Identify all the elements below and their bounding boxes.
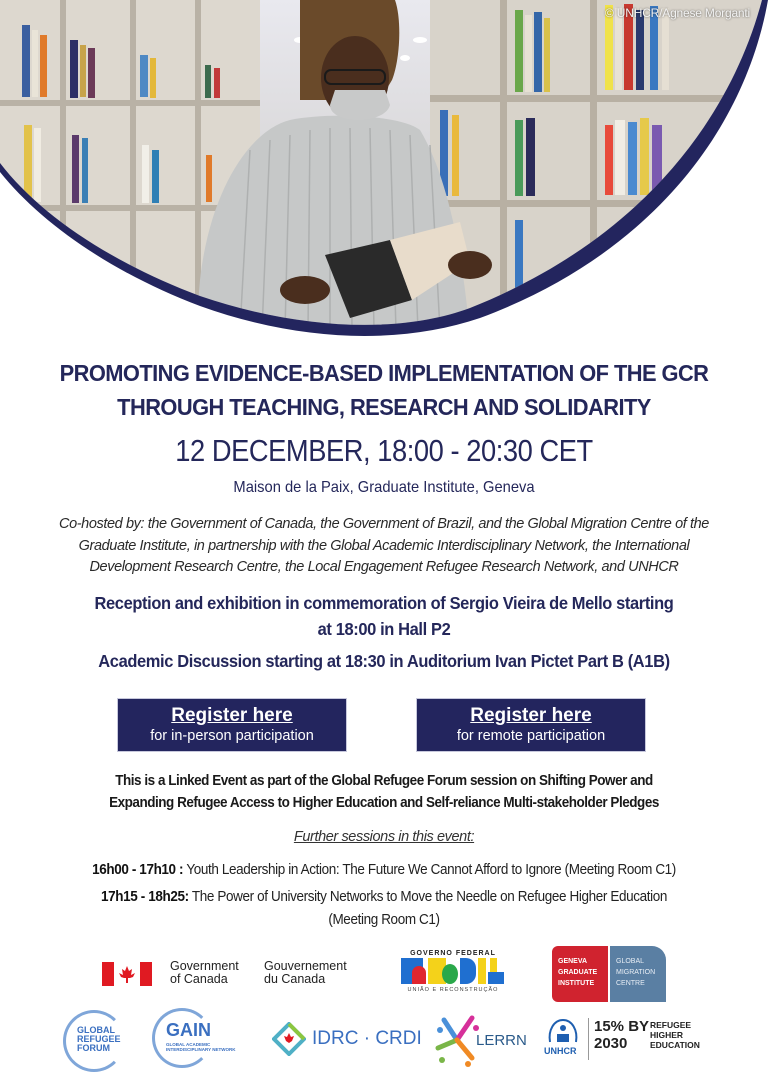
grf-line2: REFUGEE: [77, 1034, 121, 1044]
lerrn-name: LERRN: [476, 1032, 527, 1049]
grf-line3: FORUM: [77, 1043, 110, 1053]
canada-flag-icon: [102, 962, 152, 986]
geneva-line1: GENEVA: [558, 958, 588, 965]
rhe-line3: EDUCATION: [650, 1040, 700, 1050]
cohost-line1: Co-hosted by: the Government of Canada, the Government of Brazil, and the Global Migration Centre of the: [59, 516, 709, 532]
register-in-person-sublabel: for in-person participation: [150, 728, 314, 744]
session-room: (Meeting Room C1): [328, 912, 440, 928]
gmc-line2: MIGRATION: [616, 969, 656, 976]
session-item: [27, 859, 741, 882]
geneva-line3: INSTITUTE: [558, 980, 595, 987]
brasil-top-text: GOVERNO FEDERAL: [410, 950, 496, 957]
cohost-line2: Graduate Institute, in partnership with the Global Academic Interdisciplinary Network, the International: [78, 537, 690, 554]
academic-discussion-info: Academic Discussion starting at 18:30 in Auditorium Ivan Pictet Part B (A1B): [98, 651, 670, 671]
session-title: The Power of University Networks to Move the Needle on Refugee Higher Education: [188, 889, 667, 905]
event-venue: Maison de la Paix, Graduate Institute, Geneva: [233, 479, 535, 496]
brasil-wordmark: [398, 958, 508, 984]
linked-event-line2: Expanding Refugee Access to Higher Education and Self-reliance Multi-stakeholder Pledges: [109, 795, 659, 811]
gmc-line1: GLOBAL: [616, 958, 645, 965]
event-title-line2: THROUGH TEACHING, RESEARCH AND SOLIDARITY: [117, 394, 651, 420]
brasil-bottom-text: UNIÃO E RECONSTRUÇÃO: [407, 987, 499, 993]
unhcr-emblem-icon: [546, 1016, 580, 1046]
event-date: 12 DECEMBER, 18:00 - 20:30 CET: [175, 433, 593, 468]
register-in-person-label[interactable]: Register here: [171, 705, 293, 726]
session-time: 17h15 - 18h25:: [101, 889, 189, 905]
idrc-crdi-logo: [272, 1022, 422, 1058]
gain-logo: [152, 1008, 262, 1068]
gmc-line3: CENTRE: [616, 980, 645, 987]
geneva-line2: GRADUATE: [558, 969, 598, 976]
rhe-line1: REFUGEE: [650, 1020, 692, 1030]
reception-line1: Reception and exhibition in commemoration of Sergio Vieira de Mello starting: [94, 593, 674, 613]
target-line1: 15% BY: [594, 1018, 650, 1035]
session-item: [27, 886, 741, 932]
canada-en-line2: of Canada: [170, 972, 228, 986]
unhcr-name: UNHCR: [544, 1046, 577, 1056]
grf-line1: GLOBAL: [77, 1025, 115, 1035]
linked-event-line1: This is a Linked Event as part of the Global Refugee Forum session on Shifting Power and: [115, 773, 653, 789]
further-sessions-heading: Further sessions in this event:: [293, 829, 475, 845]
global-refugee-forum-logo: [63, 1010, 125, 1072]
register-in-person-button[interactable]: [117, 698, 347, 752]
lerrn-logo: [432, 1012, 532, 1068]
session-title: Youth Leadership in Action: The Future We Cannot Afford to Ignore (Meeting Room C1): [183, 862, 676, 878]
lerrn-star-icon: [432, 1012, 482, 1068]
unhcr-15by2030-logo: [544, 1016, 714, 1066]
gain-line2: INTERDISCIPLINARY NETWORK: [166, 1047, 236, 1052]
gain-name: GAIN: [166, 1020, 211, 1040]
session-time: 16h00 - 17h10 :: [92, 862, 184, 878]
photo-credit: © UNHCR/Agnese Morganti: [605, 6, 750, 20]
gain-line1: GLOBAL ACADEMIC: [166, 1042, 211, 1047]
event-title: [27, 356, 741, 424]
idrc-name: IDRC · CRDI: [312, 1028, 422, 1049]
canada-fr-line1: Gouvernement: [264, 959, 347, 973]
government-of-canada-logo: [102, 958, 362, 992]
reception-line2: at 18:00 in Hall P2: [317, 619, 451, 639]
cohost-text: [30, 514, 738, 579]
register-remote-sublabel: for remote participation: [456, 728, 606, 744]
event-title-line1: PROMOTING EVIDENCE-BASED IMPLEMENTATION OF THE GCR: [59, 360, 709, 386]
cohost-line3: Development Research Centre, the Local Engagement Refugee Research Network, and UNHCR: [89, 559, 679, 575]
idrc-diamond-icon: [272, 1022, 306, 1056]
canada-fr-line2: du Canada: [264, 972, 326, 986]
geneva-graduate-institute-logo: [552, 946, 668, 1002]
library-photo-image: [0, 0, 768, 340]
register-remote-button[interactable]: [416, 698, 646, 752]
linked-event-text: [27, 770, 741, 814]
reception-info: [23, 590, 745, 642]
rhe-line2: HIGHER: [650, 1030, 684, 1040]
register-remote-label[interactable]: Register here: [470, 705, 592, 726]
governo-federal-brasil-logo: [398, 950, 508, 1000]
hero-photo: [0, 0, 768, 340]
canada-en-line1: Government: [170, 959, 239, 973]
target-line2: 2030: [594, 1035, 628, 1052]
